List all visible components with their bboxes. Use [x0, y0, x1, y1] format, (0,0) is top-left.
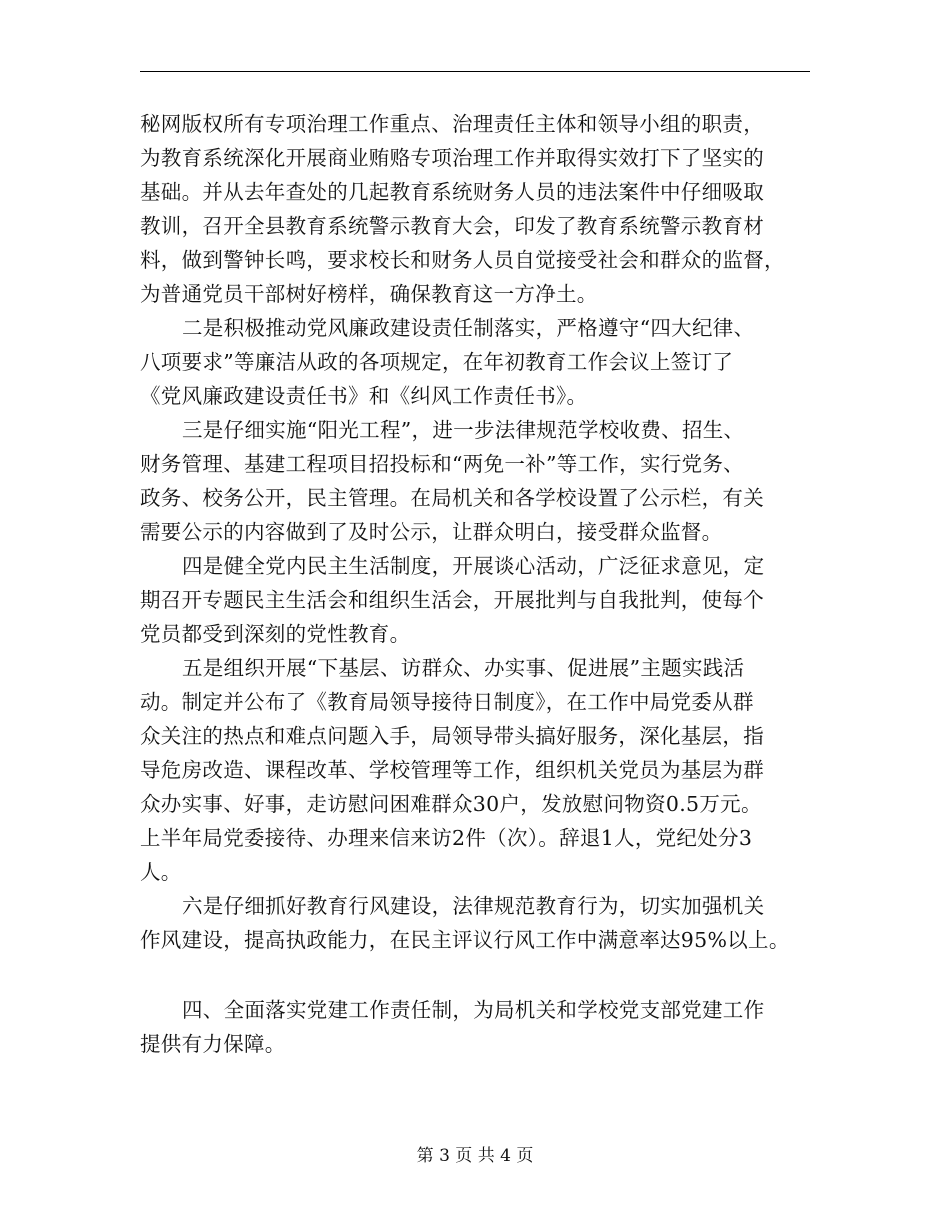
text-line: 期召开专题民主生活会和组织生活会，开展批判与自我批判，使每个	[140, 588, 764, 612]
text-line: 众办实事、好事，走访慰问困难群众30户，发放慰问物资0.5万元。	[140, 792, 762, 816]
text-line: 作风建设，提高执政能力，在民主评议行风工作中满意率达95%以上。	[140, 928, 790, 952]
text-line: 基础。并从去年查处的几起教育系统财务人员的违法案件中仔细吸取	[140, 180, 764, 204]
text-line: 需要公示的内容做到了及时公示，让群众明白，接受群众监督。	[140, 520, 723, 544]
text-line: 六是仔细抓好教育行风建设，法律规范教育行为，切实加强机关	[182, 894, 765, 918]
text-line: 料，做到警钟长鸣，要求校长和财务人员自觉接受社会和群众的监督，	[140, 248, 785, 272]
text-line: 财务管理、基建工程项目招投标和“两免一补”等工作，实行党务、	[140, 452, 744, 476]
text-line: 五是组织开展“下基层、访群众、办实事、促进展”主题实践活	[182, 656, 745, 680]
text-line: 为教育系统深化开展商业贿赂专项治理工作并取得实效打下了坚实的	[140, 146, 764, 170]
text-line: 党员都受到深刻的党性教育。	[140, 622, 411, 646]
paragraph	[140, 311, 820, 413]
text-line: 上半年局党委接待、办理来信来访2件（次）。辞退1人，党纪处分3	[140, 826, 753, 850]
header-rule	[140, 71, 810, 72]
text-line: 四是健全党内民主生活制度，开展谈心活动，广泛征求意见，定	[182, 554, 765, 578]
text-line: 三是仔细实施“阳光工程”，进一步法律规范学校收费、招生、	[182, 418, 745, 442]
text-line: 为普通党员干部树好榜样，确保教育这一方净土。	[140, 282, 598, 306]
paragraph	[140, 413, 820, 549]
paragraph	[140, 889, 820, 957]
paragraph	[140, 651, 820, 889]
text-line: 八项要求”等廉洁从政的各项规定，在年初教育工作会议上签订了	[140, 350, 734, 374]
document-body	[140, 107, 820, 1061]
section-heading-paragraph	[140, 993, 820, 1061]
text-line: 四、全面落实党建工作责任制，为局机关和学校党支部党建工作	[182, 998, 765, 1022]
text-line: 人。	[140, 860, 182, 884]
text-line: 提供有力保障。	[140, 1032, 286, 1056]
text-line: 动。制定并公布了《教育局领导接待日制度》，在工作中局党委从群	[140, 690, 754, 714]
text-line: 秘网版权所有专项治理工作重点、治理责任主体和领导小组的职责，	[140, 112, 764, 136]
paragraph	[140, 107, 820, 311]
text-line: 政务、校务公开，民主管理。在局机关和各学校设置了公示栏，有关	[140, 486, 764, 510]
text-line: 教训，召开全县教育系统警示教育大会，印发了教育系统警示教育材	[140, 214, 764, 238]
paragraph	[140, 549, 820, 651]
text-line: 《党风廉政建设责任书》和《纠风工作责任书》。	[140, 384, 588, 408]
text-line: 二是积极推动党风廉政建设责任制落实，严格遵守“四大纪律、	[182, 316, 755, 340]
text-line: 众关注的热点和难点问题入手，局领导带头搞好服务，深化基层，指	[140, 724, 764, 748]
page-number-footer: 第 3 页 共 4 页	[416, 1146, 534, 1166]
text-line: 导危房改造、课程改革、学校管理等工作，组织机关党员为基层为群	[140, 758, 764, 782]
